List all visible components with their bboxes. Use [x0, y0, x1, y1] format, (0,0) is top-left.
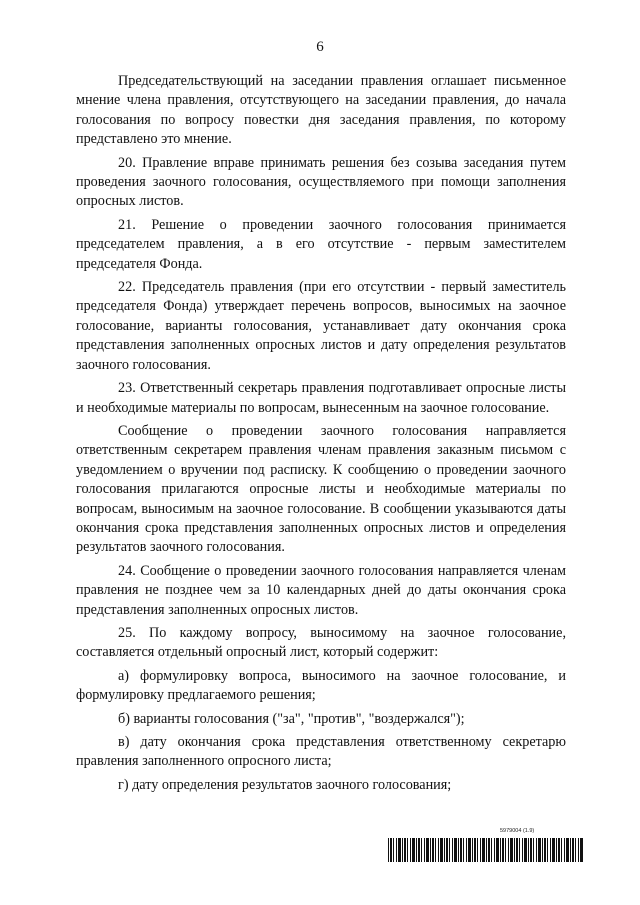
paragraph-chair-announcement: Председательствующий на заседании правления оглашает письменное мнение члена правления, отсутствующего на заседании правления, до начала голосования по вопросу повестки дня заседания правления, по которому представлено это мнение. [76, 73, 566, 148]
list-item-c: в) дату окончания срока представления ответственному секретарю правления заполненного опросного листа; [76, 734, 566, 770]
document-code: 5979004 (1.9) [500, 828, 535, 834]
page-number: 6 [316, 39, 324, 55]
list-item-a: а) формулировку вопроса, выносимого на заочное голосование, и формулировку предлагаемого решения; [76, 667, 566, 704]
document-body [76, 72, 566, 799]
paragraph-22: 22. Председатель правления (при его отсутствии - первый заместитель председателя Фонда) утверждает перечень вопросов, выносимых на заочное голосование, варианты голосования, устанавливает дату окончания срока представления заполненных опросных листов и дату определения результатов заочного голосования. [76, 279, 566, 373]
document-footer [388, 828, 584, 862]
paragraph-21: 21. Решение о проведении заочного голосования принимается председателем правления, а в его отсутствие - первым заместителем председателя Фонда. [76, 216, 566, 272]
barcode [388, 838, 584, 862]
list-item-d: г) дату определения результатов заочного голосования; [118, 776, 452, 793]
list-item-b: б) варианты голосования ("за", "против", "воздержался"); [118, 710, 465, 727]
paragraph-notice: Сообщение о проведении заочного голосования направляется ответственным секретарем правления членам правления заказным письмом с уведомлением о вручении под расписку. К сообщению о проведении заочного голосования прилагаются опросные листы и необходимые материалы по вопросам, выносимым на заочное голосование. В сообщении указываются даты окончания срока представления заполненных опросных листов и определения результатов заочного голосования. [76, 422, 566, 556]
paragraph-24: 24. Сообщение о проведении заочного голосования направляется членам правления не позднее чем за 10 календарных дней до даты окончания срока представления заполненных опросных листов. [76, 562, 566, 618]
paragraph-25: 25. По каждому вопросу, выносимому на заочное голосование, составляется отдельный опросный лист, который содержит: [76, 624, 566, 661]
paragraph-20: 20. Правление вправе принимать решения без созыва заседания путем проведения заочного голосования, осуществляемого при помощи заполнения опросных листов. [76, 154, 566, 210]
paragraph-23: 23. Ответственный секретарь правления подготавливает опросные листы и необходимые материалы по вопросам, вынесенным на заочное голосование. [76, 380, 566, 416]
